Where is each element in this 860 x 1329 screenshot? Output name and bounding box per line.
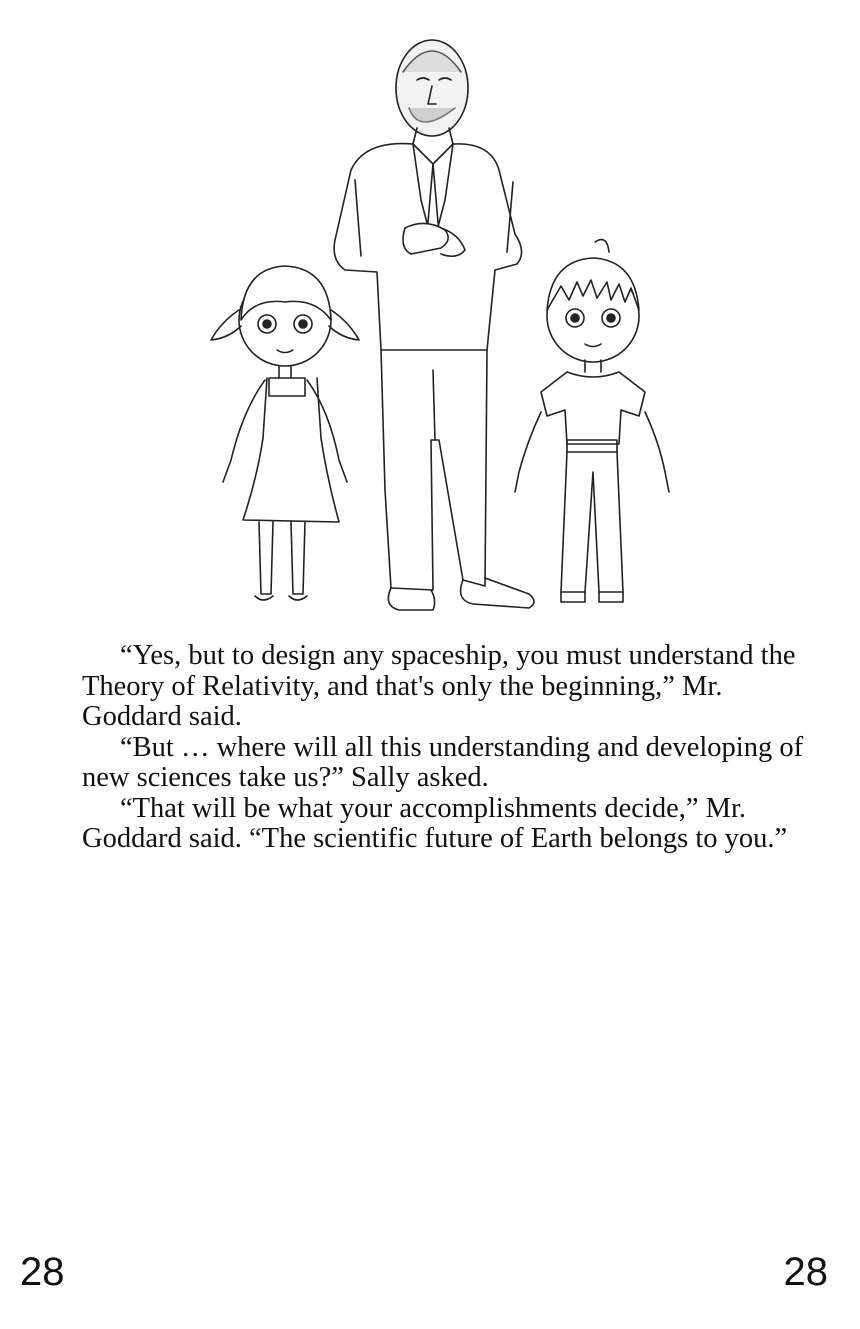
story-text <box>82 641 812 855</box>
story-paragraph: “That will be what your accomplishments decide,” Mr. Goddard said. “The scientific future of Earth belongs to you.” <box>82 792 788 854</box>
girl-figure <box>211 266 359 600</box>
man-figure <box>334 40 534 610</box>
story-illustration <box>195 20 685 620</box>
story-paragraph: “Yes, but to design any spaceship, you must understand the Theory of Relativity, and that's only the beginning,” Mr. Goddard said. <box>82 640 796 732</box>
boy-figure <box>515 240 669 602</box>
story-paragraph: “But … where will all this understanding and developing of new sciences take us?” Sally asked. <box>82 731 804 793</box>
page-number-left: 28 <box>20 1250 65 1294</box>
page-number-right: 28 <box>783 1250 828 1294</box>
